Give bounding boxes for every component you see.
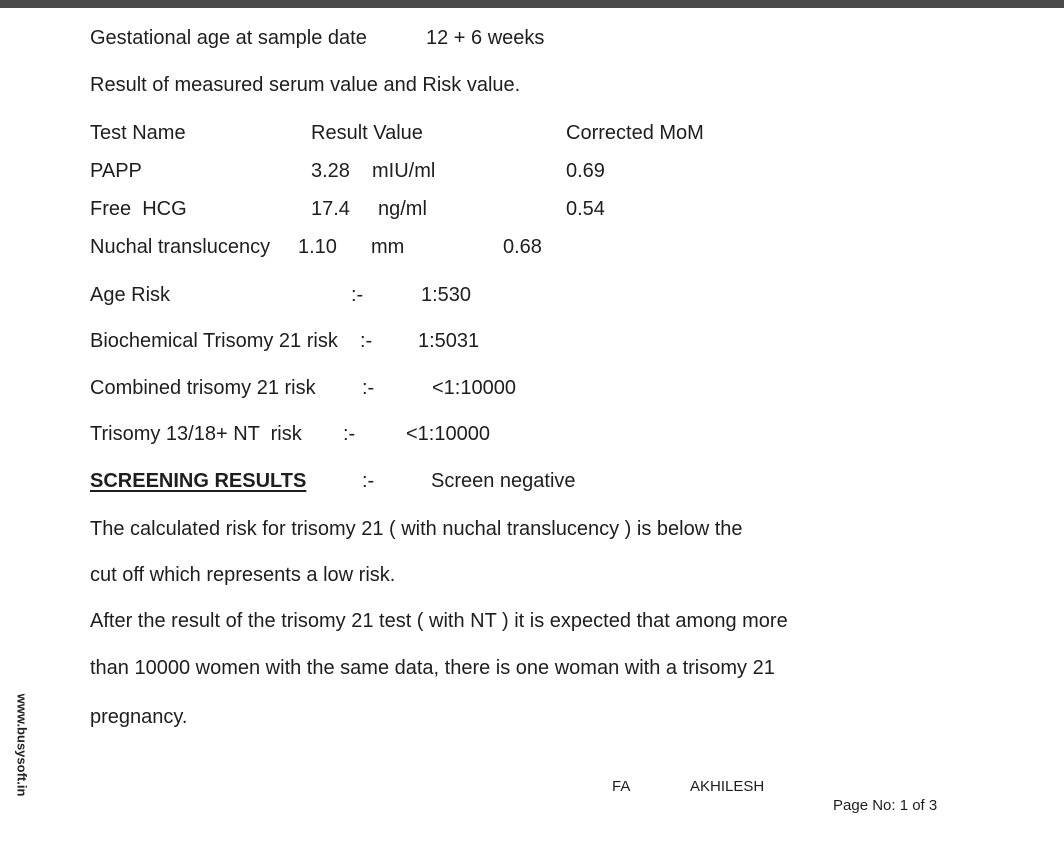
screening-results-value: Screen negative <box>431 470 576 492</box>
screening-results-sep: :- <box>362 470 375 492</box>
header-test-name: Test Name <box>90 122 186 144</box>
row-hcg-value: 17.4 <box>311 198 350 220</box>
biochemical-risk-sep: :- <box>360 330 373 352</box>
combined-risk-sep: :- <box>362 377 375 399</box>
row-hcg-mom: 0.54 <box>566 198 605 220</box>
page-number: Page No: 1 of 3 <box>833 797 938 814</box>
gestational-age-value: 12 + 6 weeks <box>426 27 545 49</box>
sidebar-url-text: www.busysoft.in <box>14 693 30 797</box>
paragraph-line: After the result of the trisomy 21 test ( with NT ) it is expected that among more <box>90 610 788 632</box>
trisomy-13-18-risk-sep: :- <box>343 423 356 445</box>
row-papp-unit: mIU/ml <box>372 160 436 182</box>
row-nt-name: Nuchal translucency <box>90 236 271 258</box>
trisomy-13-18-risk-value: <1:10000 <box>406 423 490 445</box>
footer-name: AKHILESH <box>690 778 765 795</box>
age-risk-value: 1:530 <box>421 284 472 306</box>
row-papp-mom: 0.69 <box>566 160 605 182</box>
age-risk-sep: :- <box>351 284 364 306</box>
header-corrected-mom: Corrected MoM <box>566 122 704 144</box>
paragraph-line: pregnancy. <box>90 706 188 728</box>
row-hcg-name: Free HCG <box>90 198 187 220</box>
paragraph-line: cut off which represents a low risk. <box>90 564 396 586</box>
section-heading: Result of measured serum value and Risk value. <box>90 74 521 96</box>
header-result-value: Result Value <box>311 122 423 144</box>
screening-results-label: SCREENING RESULTS <box>90 470 307 492</box>
paragraph-line: than 10000 women with the same data, there is one woman with a trisomy 21 <box>90 657 775 679</box>
footer-initials: FA <box>612 778 631 795</box>
gestational-age-label: Gestational age at sample date <box>90 27 367 49</box>
row-papp-name: PAPP <box>90 160 142 182</box>
row-nt-mom: 0.68 <box>503 236 542 258</box>
row-nt-unit: mm <box>371 236 405 258</box>
biochemical-risk-label: Biochemical Trisomy 21 risk <box>90 330 338 352</box>
row-hcg-unit: ng/ml <box>378 198 427 220</box>
paragraph-line: The calculated risk for trisomy 21 ( with nuchal translucency ) is below the <box>90 518 743 540</box>
top-bar <box>0 0 1064 8</box>
combined-risk-label: Combined trisomy 21 risk <box>90 377 316 399</box>
row-papp-value: 3.28 <box>311 160 350 182</box>
trisomy-13-18-risk-label: Trisomy 13/18+ NT risk <box>90 423 302 445</box>
combined-risk-value: <1:10000 <box>432 377 516 399</box>
age-risk-label: Age Risk <box>90 284 171 306</box>
biochemical-risk-value: 1:5031 <box>418 330 480 352</box>
row-nt-value: 1.10 <box>298 236 337 258</box>
